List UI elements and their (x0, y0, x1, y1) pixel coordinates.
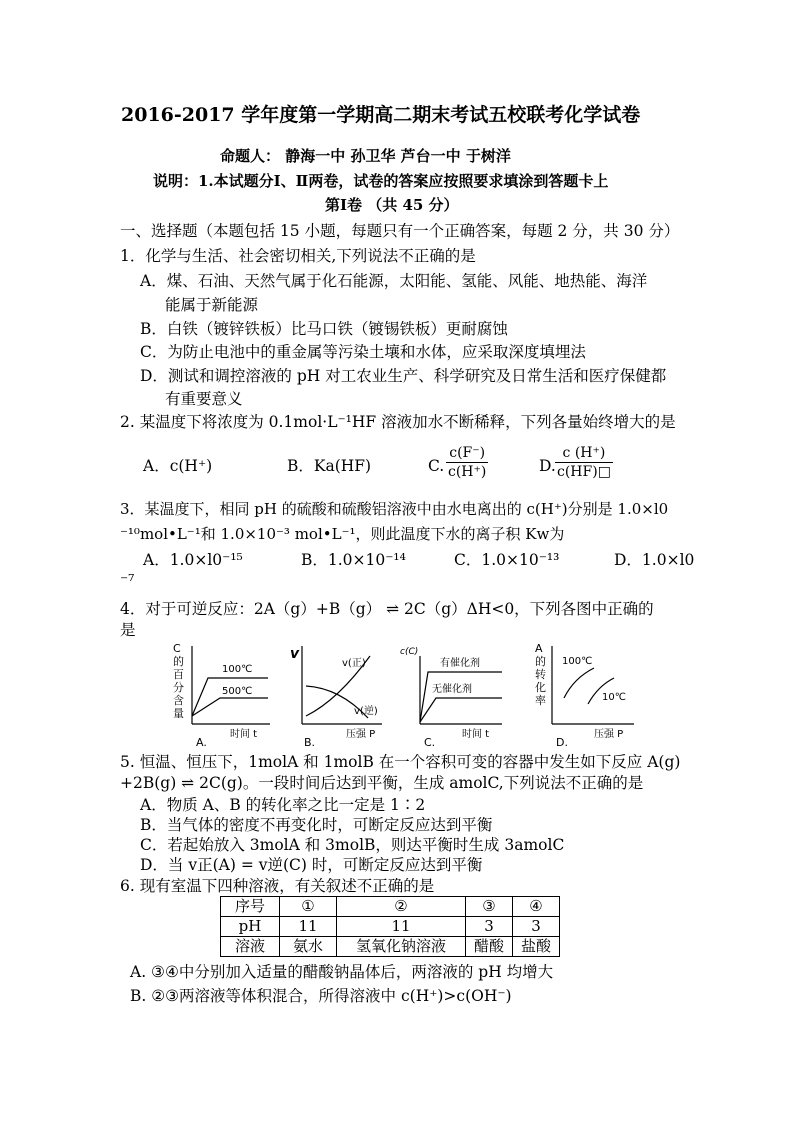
svg-text:转: 转 (535, 668, 546, 681)
q2-c-numerator: c(F⁻) (446, 444, 488, 463)
table-cell: ② (337, 897, 466, 917)
graph-c-label-no-catalyst: 无催化剂 (432, 684, 472, 695)
graph-a-curve-100 (192, 678, 268, 716)
q5-option-b: B．当气体的密度不再变化时，可断定反应达到平衡 (140, 816, 493, 834)
table-cell: pH (221, 917, 280, 937)
svg-text:的: 的 (535, 655, 546, 668)
exam-title: 2016-2017 学年度第一学期高二期末考试五校联考化学试卷 (121, 104, 641, 126)
graph-d-option-label: D. (556, 736, 568, 748)
graph-b-label-forward: v(正) (342, 658, 366, 669)
q1-option-a-cont: 能属于新能源 (165, 296, 259, 314)
graph-d-label-100: 100℃ (562, 656, 593, 667)
table-cell: 序号 (221, 897, 280, 917)
q2-d-numerator: c (H⁺) (555, 444, 613, 463)
svg-text:A: A (535, 642, 543, 655)
q2-stem: 2. 某温度下将浓度为 0.1mol·L⁻¹HF 溶液加水不断稀释，下列各量始终增大的是 (120, 413, 676, 431)
q2-option-a: A．c(H⁺) (143, 457, 213, 475)
table-row (221, 917, 560, 937)
svg-text:百: 百 (173, 668, 184, 681)
graph-b-label-reverse: v(逆) (354, 706, 378, 717)
q3-stem-line1: 3．某温度下，相同 pH 的硫酸和硫酸铝溶液中由水电离出的 c(H⁺)分别是 1.0×l0 (120, 500, 669, 518)
table-row (221, 897, 560, 917)
table-cell: 11 (337, 917, 466, 937)
section-heading: 一、选择题（本题包括 15 小题，每题只有一个正确答案，每题 2 分，共 30 分） (120, 222, 680, 240)
graph-b-x-label: 压强 P (346, 729, 376, 740)
table-cell: ① (280, 897, 337, 917)
table-row (221, 937, 560, 957)
q2-option-d-label: D. (539, 457, 556, 475)
svg-text:的: 的 (173, 655, 184, 668)
q3-stem-line2: ⁻¹⁰mol•L⁻¹和 1.0×10⁻³ mol•L⁻¹，则此温度下水的离子积 Kw为 (120, 525, 565, 543)
q5-stem-line2: +2B(g) ⇌ 2C(g)。一段时间后达到平衡，生成 amolC,下列说法不正确的是 (120, 774, 644, 792)
q6-solution-table (220, 896, 560, 957)
graph-a-label-500: 500℃ (222, 686, 253, 697)
q2-d-denominator: c(HF)□ (557, 464, 611, 480)
graph-c-curve-no-catalyst (420, 698, 502, 722)
q4-graph-b (288, 638, 388, 748)
graph-c-curve-catalyst (420, 672, 502, 722)
q2-c-denominator: c(H⁺) (448, 464, 487, 480)
instructions-note: 说明：1.本试题分Ⅰ、Ⅱ两卷，试卷的答案应按照要求填涂到答题卡上 (153, 172, 609, 190)
table-cell: 醋酸 (466, 937, 513, 957)
svg-text:率: 率 (535, 694, 546, 707)
graph-d-curve-100 (564, 668, 594, 698)
q4-stem-cont: 是 (120, 621, 136, 639)
q4-graph-d (532, 638, 640, 748)
graph-a-y-label (173, 642, 184, 720)
q2-option-c-label: C. (428, 457, 445, 475)
q1-option-d: D．测试和调控溶液的 pH 对工农业生产、科学研究及日常生活和医疗保健都 (140, 367, 667, 385)
svg-text:化: 化 (535, 681, 546, 694)
graph-a-x-label: 时间 t (230, 729, 258, 740)
table-cell: 3 (466, 917, 513, 937)
q5-option-d: D．当 v正(A) = v逆(C) 时，可断定反应达到平衡 (140, 856, 483, 874)
q6-stem: 6. 现有室温下四种溶液，有关叙述不正确的是 (120, 877, 435, 895)
svg-text:C: C (173, 642, 181, 655)
graph-c-y-label: c(C) (400, 647, 419, 657)
q1-option-c: C．为防止电池中的重金属等污染土壤和水体，应采取深度填埋法 (140, 343, 586, 361)
q5-option-a: A．物质 A、B 的转化率之比一定是 1∶2 (140, 796, 426, 814)
graph-d-y-label (535, 642, 546, 707)
q5-option-c: C．若起始放入 3molA 和 3molB，则达平衡时生成 3amolC (140, 836, 565, 854)
q1-option-a: A．煤、石油、天然气属于化石能源，太阳能、氢能、风能、地热能、海洋 (140, 272, 648, 290)
q3-option-c: C．1.0×10⁻¹³ (454, 551, 560, 569)
volume-heading: 第Ⅰ卷 （共 45 分） (325, 196, 459, 214)
table-cell: 氨水 (280, 937, 337, 957)
q2-option-c-fraction (446, 444, 488, 481)
q6-option-b: B. ②③两溶液等体积混合，所得溶液中 c(H⁺)>c(OH⁻) (130, 987, 512, 1005)
table-cell: ④ (513, 897, 560, 917)
table-cell: ③ (466, 897, 513, 917)
q1-option-d-cont: 有重要意义 (165, 390, 243, 408)
q1-option-b: B．白铁（镀锌铁板）比马口铁（镀锡铁板）更耐腐蚀 (140, 320, 508, 338)
graph-d-label-10: 10℃ (602, 692, 626, 703)
q2-option-d-fraction (555, 444, 613, 481)
q6-option-a: A. ③④中分别加入适量的醋酸钠晶体后，两溶液的 pH 均增大 (130, 963, 554, 981)
graph-d-x-label: 压强 P (594, 729, 624, 740)
q4-graph-c (400, 638, 508, 748)
graph-a-curve-500 (192, 698, 268, 716)
q4-graph-a (170, 638, 278, 748)
graph-a-option-label: A. (196, 736, 207, 748)
svg-text:分: 分 (173, 681, 184, 694)
table-cell: 溶液 (221, 937, 280, 957)
table-cell: 3 (513, 917, 560, 937)
svg-text:量: 量 (173, 707, 184, 720)
table-cell: 盐酸 (513, 937, 560, 957)
authors-line: 命题人： 静海一中 孙卫华 芦台一中 于树洋 (220, 147, 511, 165)
q3-option-a: A．1.0×l0⁻¹⁵ (143, 551, 243, 569)
q3-option-b: B．1.0×10⁻¹⁴ (301, 551, 406, 569)
q1-stem: 1．化学与生活、社会密切相关,下列说法不正确的是 (120, 247, 476, 265)
graph-b-y-label: v (290, 646, 300, 662)
graph-c-label-catalyst: 有催化剂 (440, 658, 480, 669)
graph-c-option-label: C. (424, 736, 436, 748)
svg-text:含: 含 (173, 694, 184, 707)
q5-stem-line1: 5. 恒温、恒压下，1molA 和 1molB 在一个容积可变的容器中发生如下反应 A(g) (120, 753, 681, 771)
q2-option-b: B．Ka(HF) (287, 457, 372, 475)
table-cell: 11 (280, 917, 337, 937)
table-cell: 氢氧化钠溶液 (337, 937, 466, 957)
graph-c-x-label: 时间 t (462, 729, 490, 740)
q4-stem: 4．对于可逆反应：2A（g）+B（g） ⇌ 2C（g）ΔH<0，下列各图中正确的 (120, 600, 654, 618)
q3-option-d-exponent: ⁻⁷ (120, 572, 135, 590)
graph-a-label-100: 100℃ (222, 664, 253, 675)
graph-b-option-label: B. (304, 736, 316, 748)
q3-option-d: D．1.0×l0 (614, 551, 695, 569)
